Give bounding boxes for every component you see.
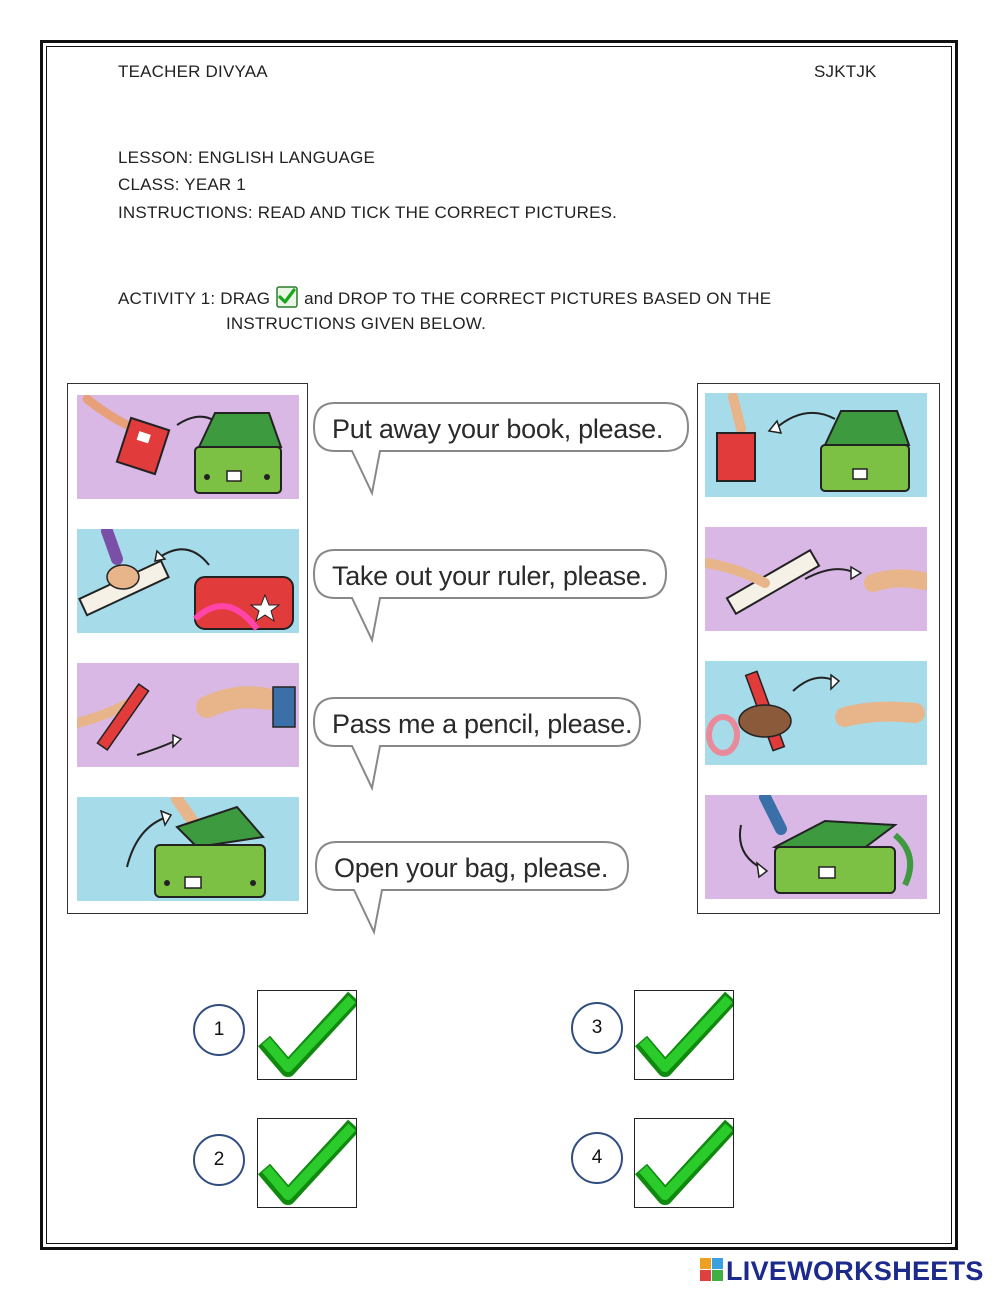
lesson-label: LESSON: ENGLISH LANGUAGE bbox=[118, 148, 376, 167]
picture-close-bag[interactable] bbox=[705, 795, 927, 899]
activity-line-2: INSTRUCTIONS GIVEN BELOW. bbox=[226, 314, 487, 333]
bubble-text-2: Take out your ruler, please. bbox=[332, 561, 648, 591]
draggable-tick-1[interactable] bbox=[257, 990, 357, 1080]
check-icon bbox=[635, 1119, 733, 1207]
activity-line-1 bbox=[118, 286, 771, 309]
logo-blocks-icon bbox=[700, 1258, 724, 1284]
picture-put-away-book[interactable] bbox=[77, 395, 299, 499]
picture-book-into-bag[interactable] bbox=[705, 393, 927, 497]
speech-bubble-1 bbox=[310, 395, 700, 500]
picture-take-out-ruler[interactable] bbox=[77, 529, 299, 633]
picture-open-bag[interactable] bbox=[77, 797, 299, 901]
check-icon bbox=[258, 991, 356, 1079]
liveworksheets-logo[interactable] bbox=[700, 1256, 984, 1286]
check-icon bbox=[258, 1119, 356, 1207]
teacher-name: TEACHER DIVYAA bbox=[118, 62, 268, 81]
draggable-tick-3[interactable] bbox=[634, 990, 734, 1080]
bubble-text-1: Put away your book, please. bbox=[332, 414, 664, 444]
activity-suffix: and DROP TO THE CORRECT PICTURES BASED ON THE bbox=[304, 289, 772, 308]
school-name: SJKTJK bbox=[814, 62, 877, 81]
picture-pass-ruler[interactable] bbox=[705, 527, 927, 631]
draggable-tick-2[interactable] bbox=[257, 1118, 357, 1208]
speech-bubble-4 bbox=[312, 834, 642, 939]
checkbox-tick-icon bbox=[276, 286, 298, 308]
right-picture-panel bbox=[697, 383, 940, 914]
number-circle-1: 1 bbox=[193, 1004, 245, 1056]
draggable-tick-4[interactable] bbox=[634, 1118, 734, 1208]
speech-bubble-2 bbox=[310, 542, 680, 647]
number-circle-2: 2 bbox=[193, 1134, 245, 1186]
logo-text: LIVEWORKSHEETS bbox=[726, 1255, 984, 1286]
speech-bubble-3 bbox=[310, 690, 650, 795]
picture-give-pencil[interactable] bbox=[705, 661, 927, 765]
instructions-label: INSTRUCTIONS: READ AND TICK THE CORRECT PICTURES. bbox=[118, 203, 618, 222]
check-icon bbox=[635, 991, 733, 1079]
number-circle-3: 3 bbox=[571, 1002, 623, 1054]
number-circle-4: 4 bbox=[571, 1132, 623, 1184]
bubble-text-3: Pass me a pencil, please. bbox=[332, 709, 633, 739]
bubble-text-4: Open your bag, please. bbox=[334, 853, 609, 883]
activity-prefix: ACTIVITY 1: DRAG bbox=[118, 289, 271, 308]
class-label: CLASS: YEAR 1 bbox=[118, 175, 246, 194]
picture-pass-pencil[interactable] bbox=[77, 663, 299, 767]
left-picture-panel bbox=[67, 383, 308, 914]
